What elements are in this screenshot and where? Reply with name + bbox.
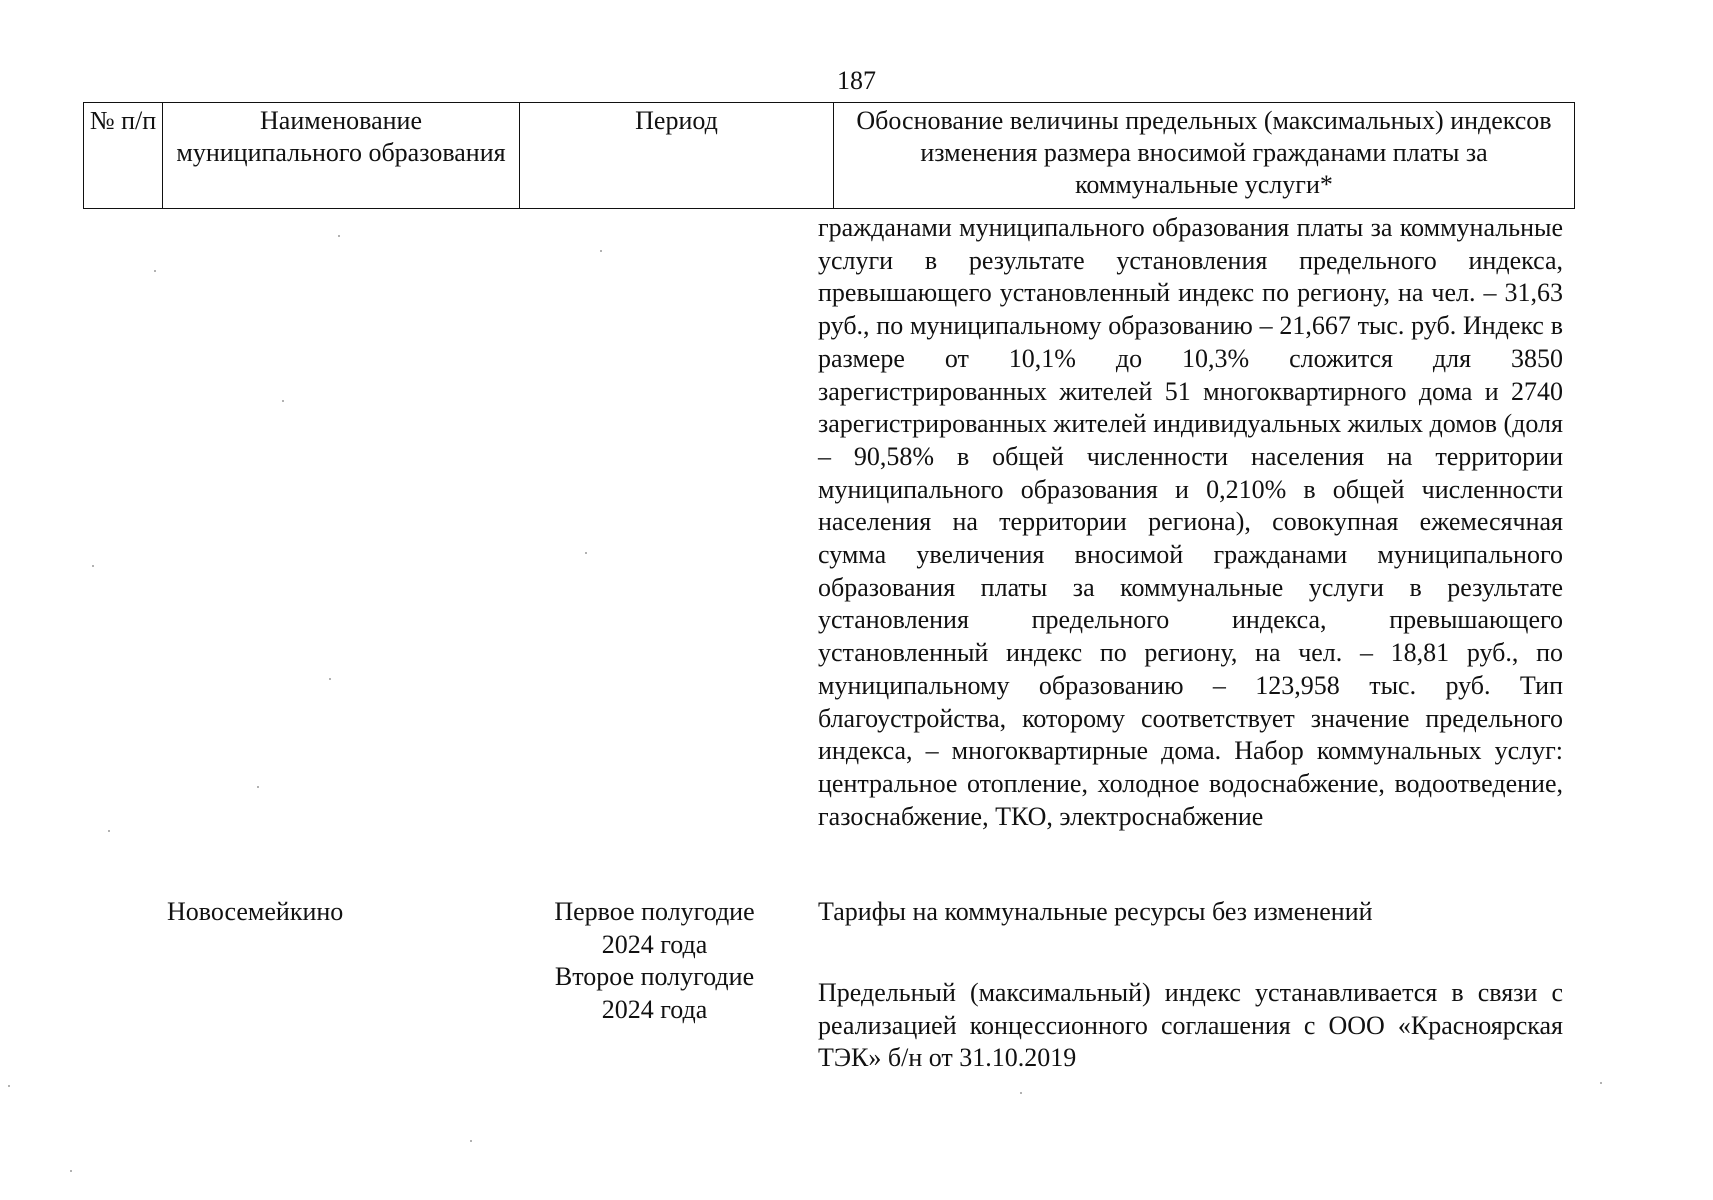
scan-speck	[92, 565, 94, 567]
justification-second-half: Предельный (максимальный) индекс устанавливается в связи с реализацией концессионного соглашения с ООО «Красноярская ТЭК» б/н от 31.10.2019	[818, 978, 1563, 1073]
scan-speck	[8, 1085, 10, 1087]
scan-speck	[1600, 1082, 1602, 1084]
scan-speck	[154, 270, 156, 272]
scan-speck	[70, 1170, 72, 1172]
justification-continued: гражданами муниципального образования платы за коммунальные услуги в результате установления предельного индекса, превышающего установленный индекс по региону, на чел. – 31,63 руб., по муниципальному образованию – 21,667 тыс. руб. Индекс в размере от 10,1% до 10,3% сложится для 3850 зарегистрированных жителей 51 многоквартирного дома и 2740 зарегистрированных жителей индивидуальных жилых домов (доля – 90,58% в общей численности населения на территории муниципального образования и 0,210% в общей численности населения на территории региона), совокупная ежемесячная сумма увеличения вносимой гражданами муниципального образования платы за коммунальные услуги в результате установления предельного индекса, превышающего установленный индекс по региону, на чел. – 18,81 руб., по муниципальному образованию – 123,958 тыс. руб. Тип благоустройства, которому соответствует значение предельного индекса, – многоквартирные дома. Набор коммунальных услуг: центральное отопление, холодное водоснабжение, водоотведение, газоснабжение, ТКО, электроснабжение	[818, 213, 1563, 831]
scan-speck	[470, 1140, 472, 1142]
header-col-period: Период	[520, 103, 834, 209]
scan-speck	[338, 235, 340, 237]
period-second-line1: Второе полугодие	[554, 962, 755, 991]
justification-first-half: Тарифы на коммунальные ресурсы без изменений	[818, 897, 1373, 926]
period-second-line2: 2024 года	[601, 994, 708, 1024]
scan-speck	[1020, 1092, 1022, 1094]
period-first-half	[512, 896, 797, 961]
table-header	[83, 102, 1575, 209]
scan-speck	[600, 250, 602, 252]
period-first-line1: Первое полугодие	[554, 897, 755, 926]
scan-speck	[282, 400, 284, 402]
header-col-number: № п/п	[84, 103, 163, 209]
period-second-half	[512, 961, 797, 1026]
scan-speck	[257, 786, 259, 788]
period-first-line2: 2024 года	[601, 929, 708, 959]
scan-speck	[329, 678, 331, 680]
scan-speck	[585, 552, 587, 554]
page-number: 187	[837, 66, 876, 95]
scan-speck	[108, 830, 110, 832]
header-col-justification: Обоснование величины предельных (максимальных) индексов изменения размера вносимой гражданами платы за коммунальные услуги*	[834, 103, 1575, 209]
municipality-name: Новосемейкино	[167, 897, 344, 926]
header-col-municipality: Наименование муниципального образования	[163, 103, 520, 209]
